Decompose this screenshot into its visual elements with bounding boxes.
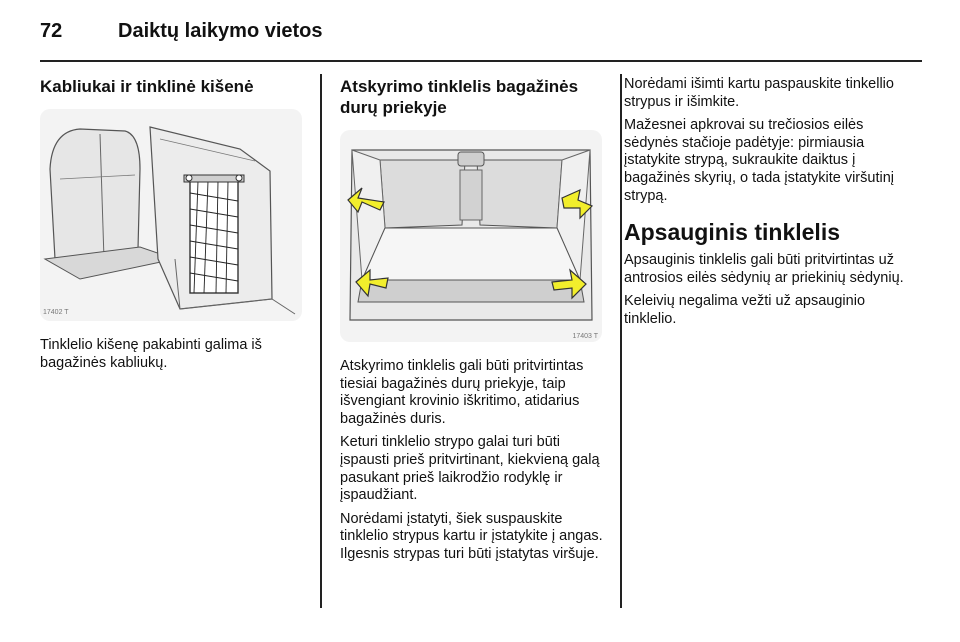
separator-net-heading-line1: Atskyrimo tinklelis bagažinės bbox=[340, 77, 579, 96]
separator-net-illustration bbox=[340, 130, 602, 342]
header-divider bbox=[40, 60, 922, 62]
page-header bbox=[40, 20, 922, 48]
figure-code: 17402 T bbox=[43, 309, 69, 316]
net-pocket-illustration bbox=[40, 109, 302, 321]
safety-net-paragraph-1: Apsauginis tinklelis gali būti pritvirtintas už antrosios eilės sėdynių ar priekinių sėdynių. bbox=[624, 252, 904, 286]
hooks-text: Tinklelio kišenę pakabinti galima iš bagažinės kabliukų. bbox=[40, 337, 262, 371]
hooks-heading: Kabliukai ir tinklinė kišenė bbox=[40, 77, 254, 96]
page-number: 72 bbox=[40, 20, 63, 42]
separator-net-heading bbox=[340, 76, 605, 118]
separator-net-paragraph-2: Keturi tinklelio strypo galai turi būti įspausti prieš pritvirtinant, kiekvieną galą pasukant prieš laikrodžio rodyklę ir įspaudžiant. bbox=[340, 434, 600, 504]
separator-net-heading-line2: durų priekyje bbox=[340, 98, 447, 117]
figure-code: 17403 T bbox=[572, 333, 598, 340]
safety-net-heading: Apsauginis tinklelis bbox=[624, 219, 840, 246]
low-load-paragraph: Mažesnei apkrovai su trečiosios eilės sėdynės stačioje padėtyje: pirmiausia įstatykite strypą, sukraukite daiktus į bagažinės skyrių, o tada įstatykite viršutinį strypą. bbox=[624, 117, 894, 204]
separator-net-paragraph-1: Atskyrimo tinklelis gali būti pritvirtintas tiesiai bagažinės durų priekyje, taip išvengiant krovinio iškritimo, atidarius bagažinės duris. bbox=[340, 358, 584, 427]
column-1 bbox=[40, 76, 305, 378]
section-title: Daiktų laikymo vietos bbox=[118, 20, 323, 42]
safety-net-paragraph-2: Keleivių negalima vežti už apsauginio tinklelio. bbox=[624, 293, 866, 327]
column-divider bbox=[620, 74, 622, 608]
trunk-drawing bbox=[340, 130, 602, 342]
column-2 bbox=[340, 76, 605, 570]
net-pocket-drawing bbox=[40, 109, 302, 321]
removal-paragraph: Norėdami išimti kartu paspauskite tinkellio strypus ir išimkite. bbox=[624, 76, 894, 110]
column-divider bbox=[320, 74, 322, 608]
separator-net-paragraph-3: Norėdami įstatyti, šiek suspauskite tinklelio strypus kartu ir įstatykite į angas. Ilgesnis strypas turi būti įstatytas viršuje. bbox=[340, 510, 603, 562]
column-3 bbox=[624, 76, 914, 335]
